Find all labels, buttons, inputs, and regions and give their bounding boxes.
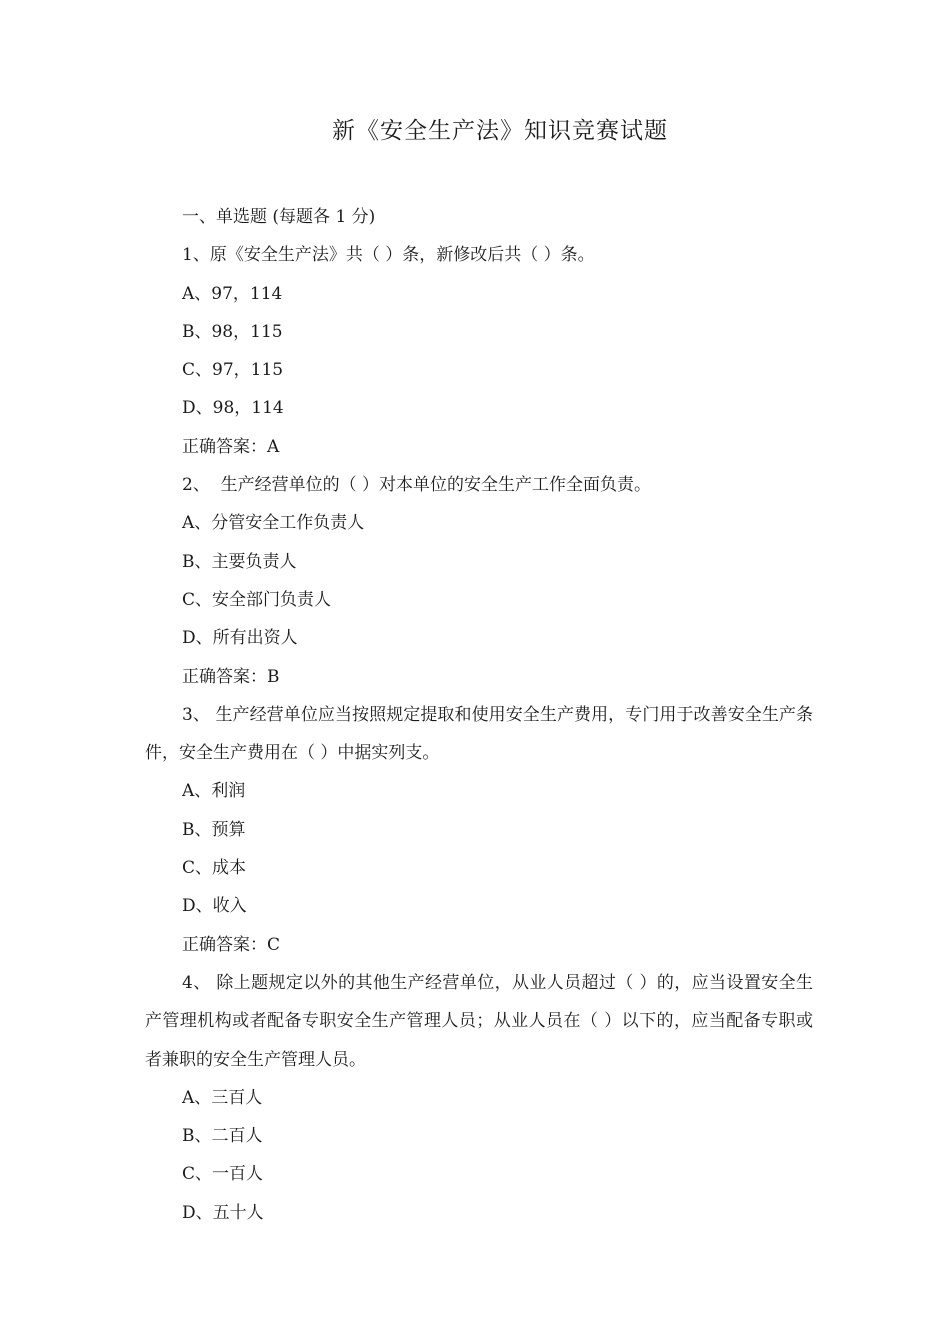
- question-option: A、分管安全工作负责人: [182, 513, 365, 534]
- question-option: B、98，115: [182, 321, 283, 342]
- question-option: A、利润: [182, 781, 246, 802]
- question-option: B、二百人: [182, 1126, 263, 1147]
- correct-answer: 正确答案：A: [182, 436, 280, 457]
- question-option: C、97，115: [182, 360, 284, 381]
- question-option: D、五十人: [182, 1202, 264, 1223]
- document-body: [145, 198, 813, 1232]
- question-option: D、收入: [182, 896, 247, 917]
- correct-answer: 正确答案：C: [182, 934, 281, 955]
- question-stem: 3、 生产经营单位应当按照规定提取和使用安全生产费用，专门用于改善安全生产条件，安全生产费用在（ ）中据实列支。: [145, 704, 813, 764]
- correct-answer: 正确答案：B: [182, 666, 280, 687]
- document-title: 新《安全生产法》知识竞赛试题: [332, 118, 668, 144]
- question-option: D、98，114: [182, 398, 284, 419]
- question-option: A、97，114: [182, 283, 283, 304]
- question-option: C、成本: [182, 858, 247, 879]
- question-option: B、主要负责人: [182, 551, 297, 572]
- question-option: C、一百人: [182, 1164, 264, 1185]
- question-option: D、所有出资人: [182, 628, 298, 649]
- section-heading: 一、单选题 (每题各 1 分): [182, 207, 376, 227]
- question-option: C、安全部门负责人: [182, 589, 332, 610]
- question-stem: 4、 除上题规定以外的其他生产经营单位，从业人员超过（ ）的，应当设置安全生产管理机构或者配备专职安全生产管理人员；从业人员在（ ）以下的，应当配备专职或者兼职的安全生产管理人员。: [145, 972, 813, 1070]
- question-stem: 2、 生产经营单位的（ ）对本单位的安全生产工作全面负责。: [182, 475, 652, 496]
- question-stem: 1、原《安全生产法》共（ ）条，新修改后共（ ）条。: [182, 245, 595, 266]
- question-option: B、预算: [182, 819, 246, 840]
- question-option: A、三百人: [182, 1087, 263, 1108]
